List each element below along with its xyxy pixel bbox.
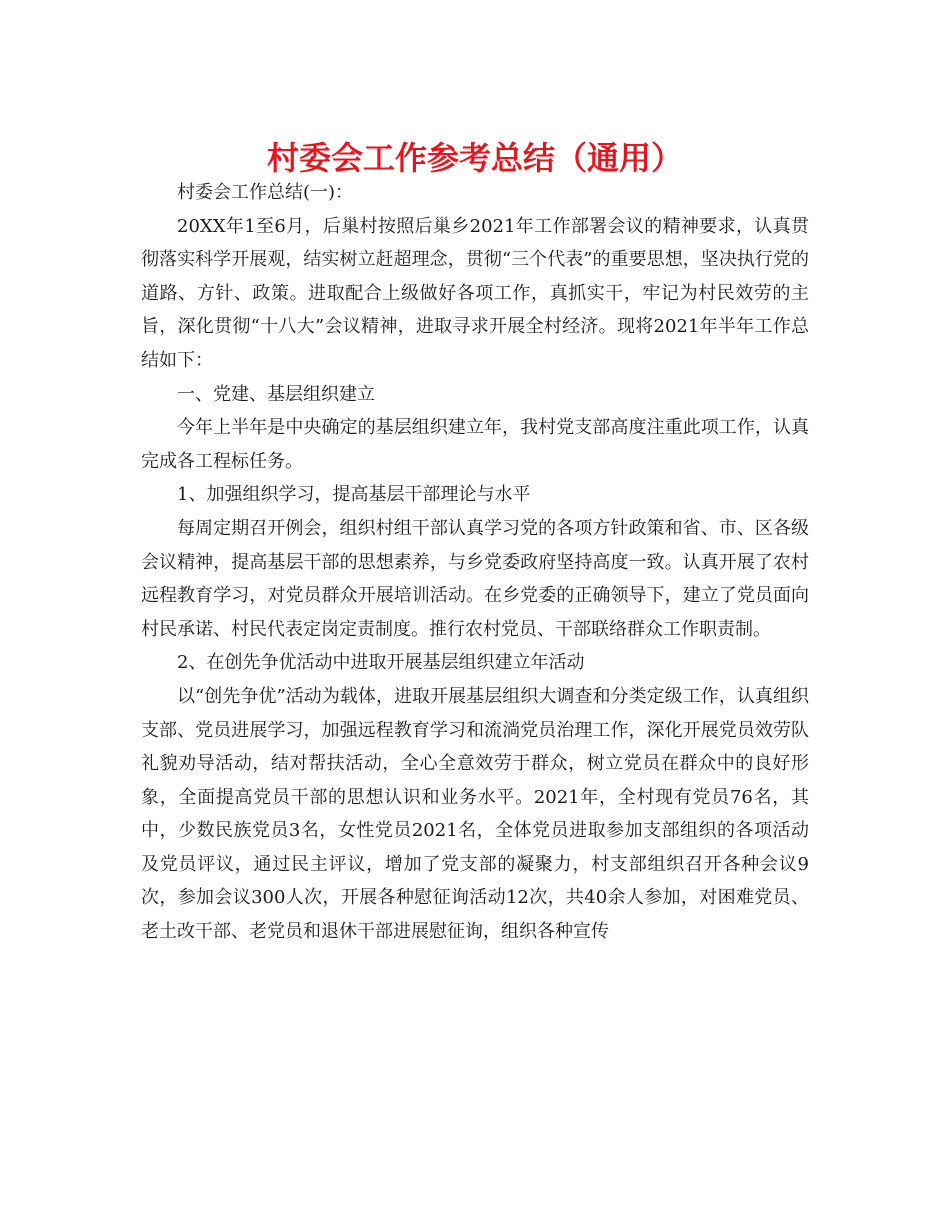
document-title: 村委会工作参考总结（通用） <box>266 139 683 177</box>
section-heading-party-building: 一、党建、基层组织建立 <box>177 383 375 405</box>
paragraph-overview: 20XX年1至6月，后巢村按照后巢乡2021年工作部署会议的精神要求，认真贯彻落实科学开展观，结实树立赶超理念，贯彻“三个代表”的重要思想，坚决执行党的道路、方针、政策。进取配合上级做好各项工作，真抓实干，牢记为村民效劳的主旨，深化贯彻“十八大”会议精神，进取寻求开展全村经济。现将2021年半年工作总结如下： <box>141 215 809 371</box>
paragraph-activities: 以“创先争优”活动为载体，进取开展基层组织大调查和分类定级工作，认真组织支部、党员进展学习，加强远程教育学习和流淌党员治理工作，深化开展党员效劳队礼貌劝导活动，结对帮扶活动，全心全意效劳于群众，树立党员在群众中的良好形象，全面提高党员干部的思想认识和业务水平。2021年，全村现有党员76名，其中，少数民族党员3名，女性党员2021名，全体党员进取参加支部组织的各项活动及党员评议，通过民主评议，增加了党支部的凝聚力，村支部组织召开各种会议9次，参加会议300人次，开展各种慰征询活动12次，共40余人参加，对困难党员、老土改干部、老党员和退休干部进展慰征询，组织各种宣传 <box>141 685 809 943</box>
subsection-heading-study: 1、加强组织学习，提高基层干部理论与水平 <box>177 484 531 506</box>
paragraph-study: 每周定期召开例会，组织村组干部认真学习党的各项方针政策和省、市、区各级会议精神，提高基层干部的思想素养，与乡党委政府坚持高度一致。认真开展了农村远程教育学习，对党员群众开展培训活动。在乡党委的正确领导下，建立了党员面向村民承诺、村民代表定岗定责制度。推行农村党员、干部联络群众工作职责制。 <box>141 517 809 640</box>
paragraph-party-building: 今年上半年是中央确定的基层组织建立年，我村党支部高度注重此项工作，认真完成各工程标任务。 <box>141 417 809 472</box>
document-body <box>141 176 809 949</box>
paragraph-heading-intro: 村委会工作总结(一)： <box>177 182 354 203</box>
subsection-heading-activities: 2、在创先争优活动中进取开展基层组织建立年活动 <box>177 652 585 674</box>
